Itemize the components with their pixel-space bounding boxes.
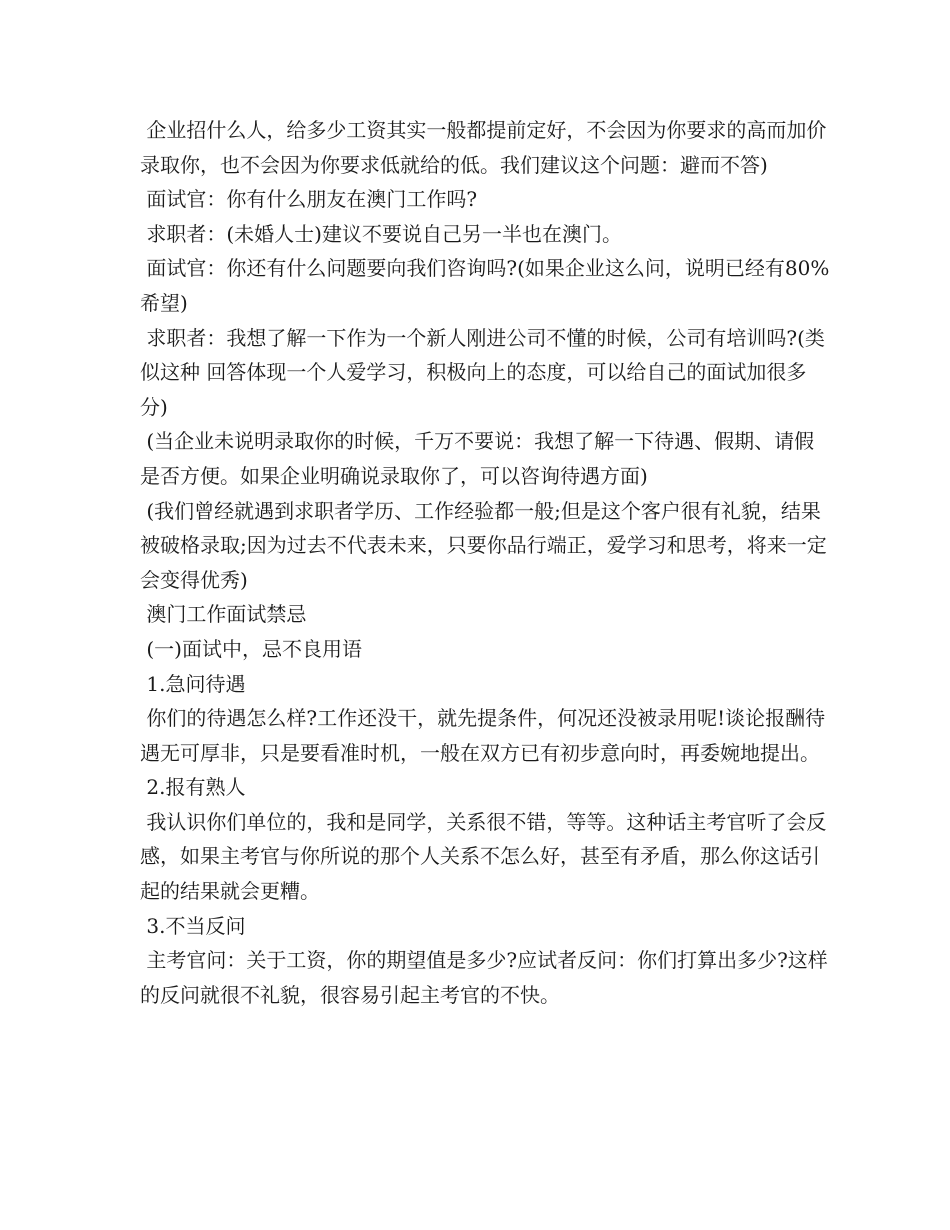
- document-page: [140, 113, 830, 1012]
- paragraph-item-3: 主考官问：关于工资，你的期望值是多少?应试者反问：你们打算出多少?这样的反问就很不礼貌，很容易引起主考官的不快。: [140, 948, 828, 1007]
- paragraph-applicant-training-answer: 求职者：我想了解一下作为一个新人刚进公司不懂的时候，公司有培训吗?(类似这种 回答体现一个人爱学习，积极向上的态度，可以给自己的面试加很多分): [140, 325, 825, 419]
- section-heading-taboos: 澳门工作面试禁忌: [140, 602, 307, 627]
- paragraph-applicant-friends-answer: 求职者：(未婚人士)建议不要说自己另一半也在澳门。: [140, 221, 622, 246]
- paragraph-item-2: 我认识你们单位的，我和是同学，关系很不错，等等。这种话主考官听了会反感，如果主考官与你所说的那个人关系不怎么好，甚至有矛盾，那么你这话引起的结果就会更糟。: [140, 809, 827, 904]
- paragraph-example-note: (我们曾经就遇到求职者学历、工作经验都一般;但是这个客户很有礼貌，结果被破格录取;因为过去不代表未来，只要你品行端正，爱学习和思考，将来一定会变得优秀): [140, 498, 827, 592]
- subheading-bad-language: (一)面试中，忌不良用语: [140, 636, 362, 661]
- item-heading-1: 1.急问待遇: [140, 671, 246, 696]
- paragraph-interviewer-questions: 面试官：你还有什么问题要向我们咨询吗?(如果企业这么问，说明已经有80%希望): [140, 256, 830, 315]
- paragraph-salary-advice: 企业招什么人，给多少工资其实一般都提前定好，不会因为你要求的高而加价录取你，也不会因为你要求低就给的低。我们建议这个问题：避而不答): [140, 118, 827, 177]
- paragraph-interviewer-friends-question: 面试官：你有什么朋友在澳门工作吗?: [140, 187, 478, 212]
- paragraph-offer-note: (当企业未说明录取你的时候，千万不要说：我想了解一下待遇、假期、请假是否方便。如果企业明确说录取你了，可以咨询待遇方面): [140, 429, 815, 488]
- item-heading-3: 3.不当反问: [140, 913, 246, 938]
- paragraph-item-1: 你们的待遇怎么样?工作还没干，就先提条件，何况还没被录用呢!谈论报酬待遇无可厚非，只是要看准时机，一般在双方已有初步意向时，再委婉地提出。: [140, 706, 826, 765]
- item-heading-2: 2.报有熟人: [140, 775, 246, 800]
